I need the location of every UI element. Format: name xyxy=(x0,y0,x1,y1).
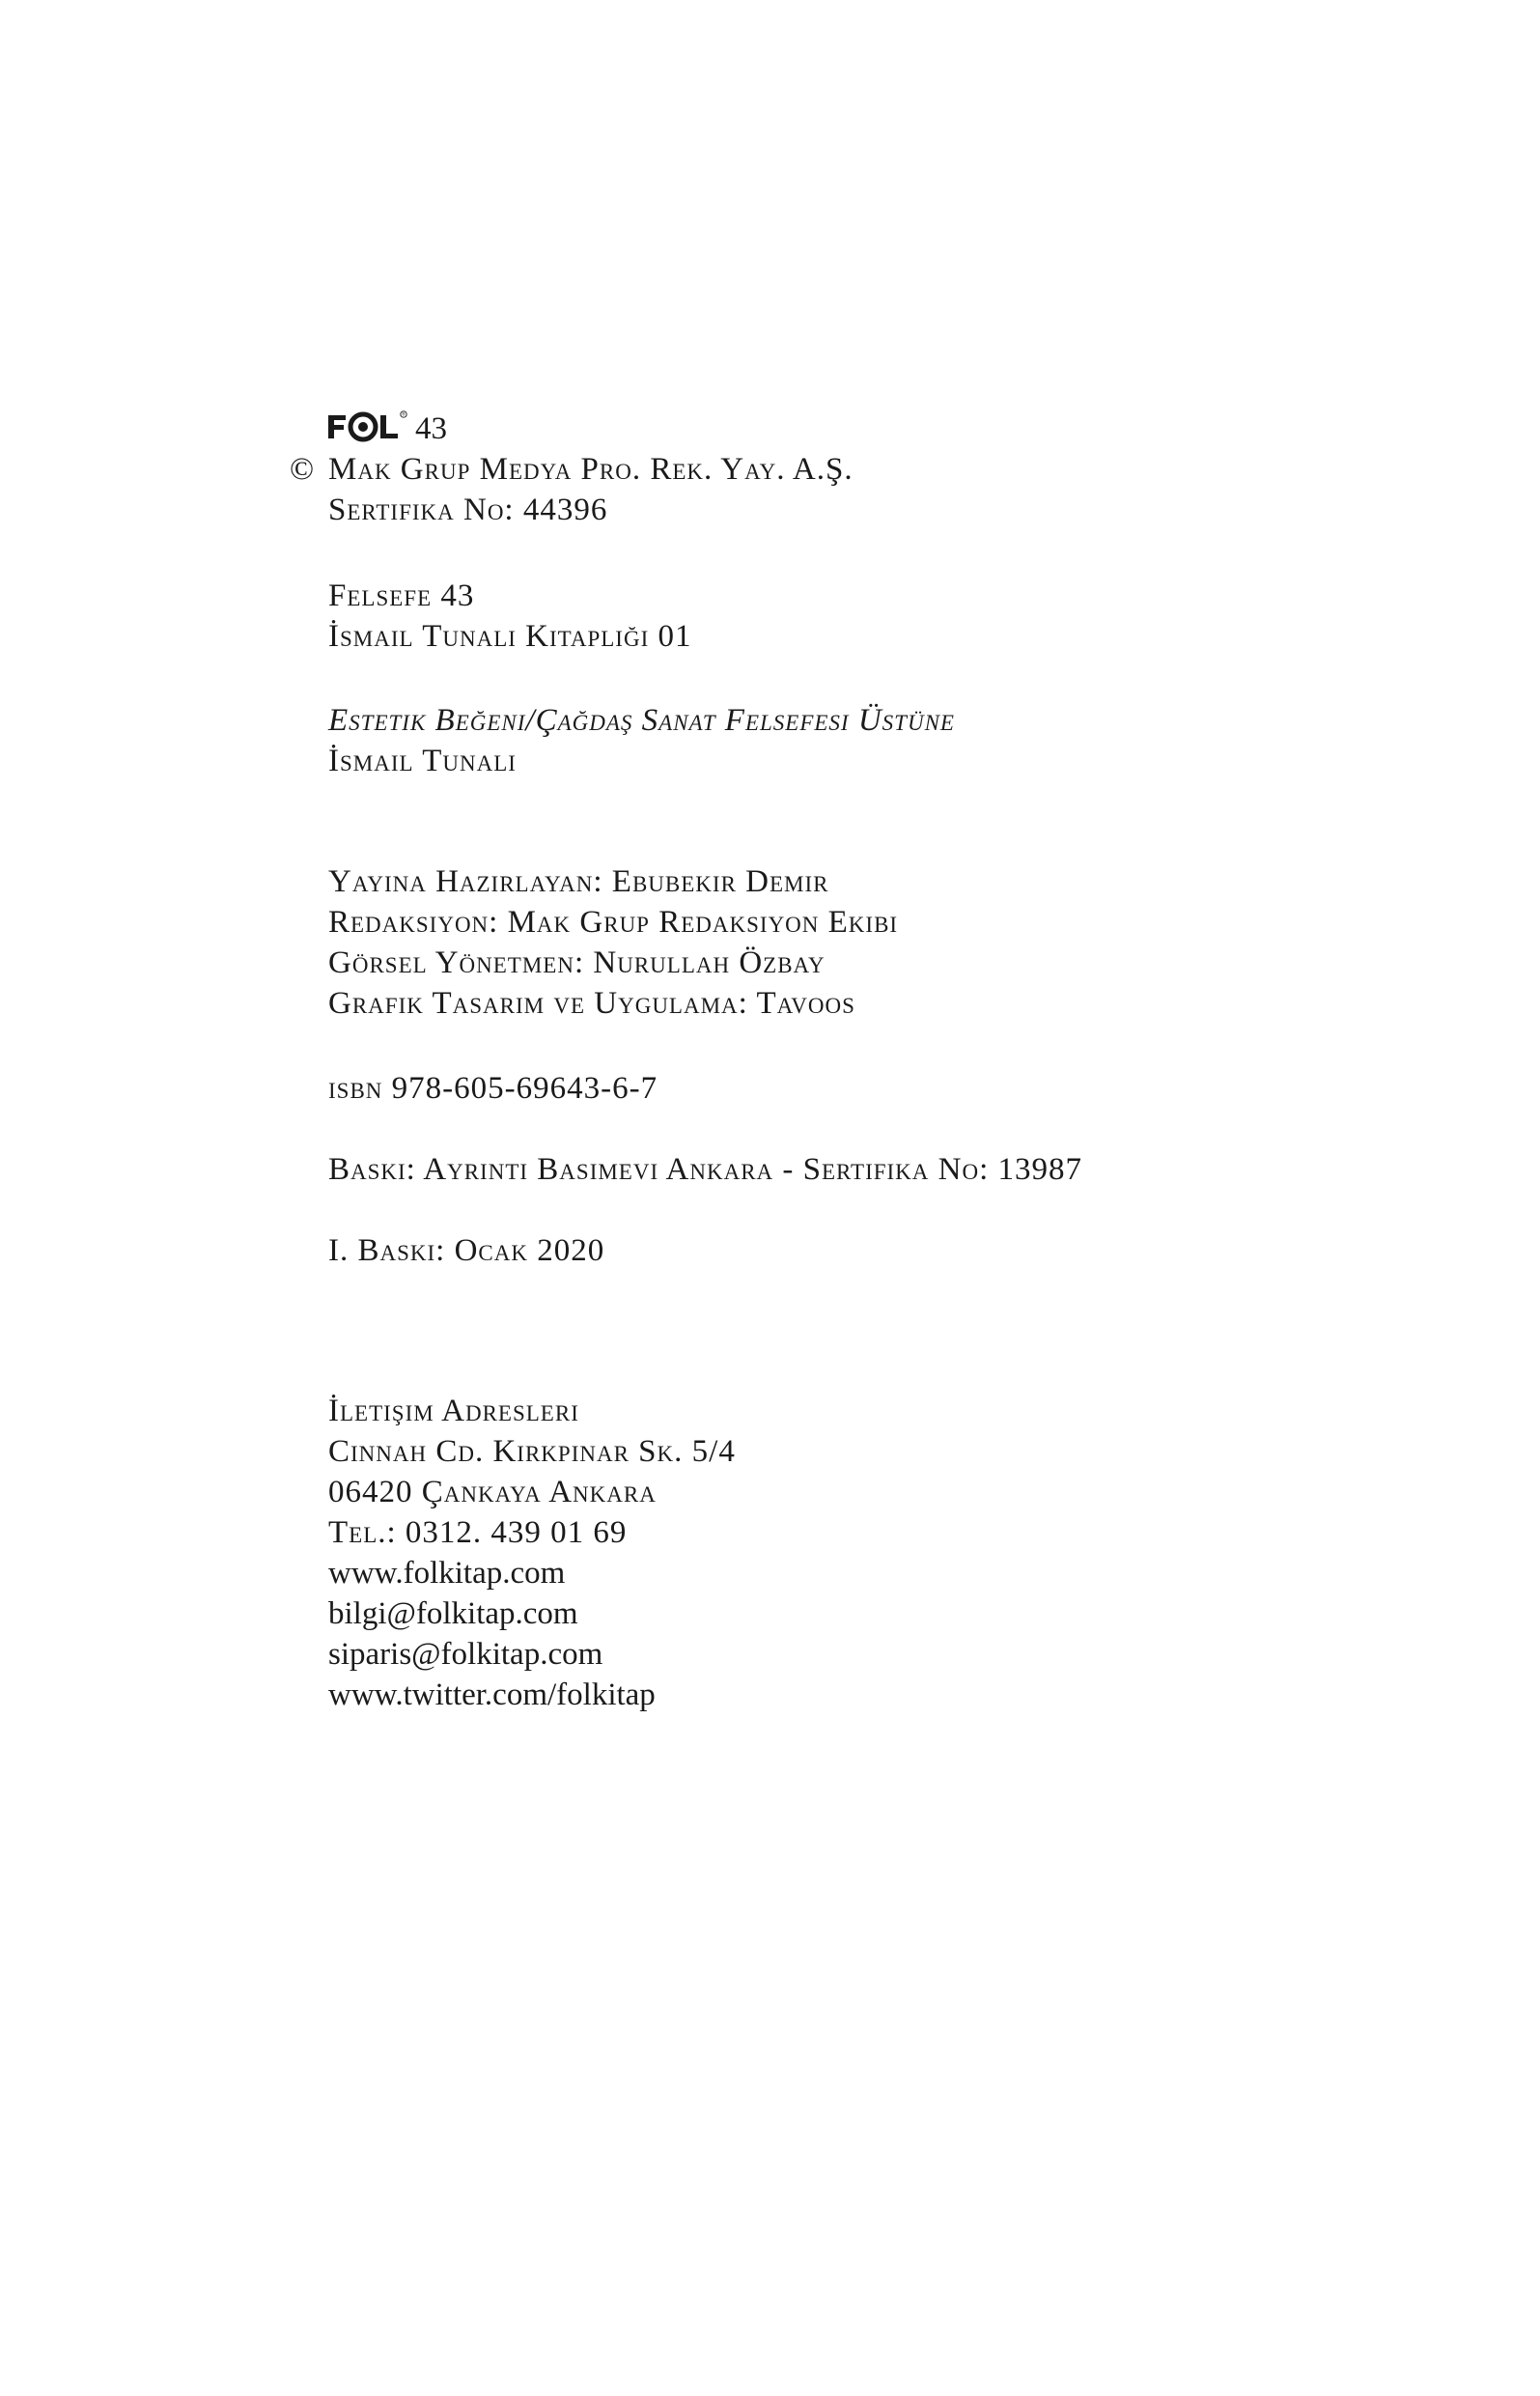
edition-block xyxy=(328,1230,604,1271)
contact-heading: İletişim Adresleri xyxy=(328,1394,579,1428)
edition-info: I. Baskı: Ocak 2020 xyxy=(328,1233,605,1268)
publisher-certificate: Sertifika No: 44396 xyxy=(328,493,608,527)
publisher-name: Mak Grup Medya Pro. Rek. Yay. A.Ş. xyxy=(328,452,854,487)
isbn: isbn 978-605-69643-6-7 xyxy=(328,1071,658,1106)
contact-website[interactable]: www.folkitap.com xyxy=(328,1556,566,1591)
book-block xyxy=(328,700,955,781)
registered-mark: ® xyxy=(401,412,406,418)
series-block xyxy=(328,576,691,657)
series-line-2: İsmail Tunalı Kitaplığı 01 xyxy=(328,619,692,654)
isbn-block xyxy=(328,1068,658,1109)
fol-logo-icon xyxy=(326,408,407,446)
series-number: 43 xyxy=(415,410,447,446)
contact-address-2: 06420 Çankaya Ankara xyxy=(328,1475,657,1509)
contact-block xyxy=(328,1391,736,1715)
credit-editor: Yayına Hazırlayan: Ebubekir Demir xyxy=(328,864,829,899)
credit-redaction: Redaksiyon: Mak Grup Redaksiyon Ekibi xyxy=(328,905,899,940)
contact-twitter[interactable]: www.twitter.com/folkitap xyxy=(328,1677,656,1712)
book-title: Estetik Beğeni/Çağdaş Sanat Felsefesi Üstüne xyxy=(328,703,955,738)
copyright-line xyxy=(290,449,854,490)
contact-phone: Tel.: 0312. 439 01 69 xyxy=(328,1515,628,1550)
publisher-logo-row xyxy=(326,404,447,450)
contact-email-orders[interactable]: siparis@folkitap.com xyxy=(328,1637,603,1672)
credit-graphic-design: Grafik Tasarım ve Uygulama: Tavoos xyxy=(328,986,855,1021)
copyright-symbol: © xyxy=(290,452,315,487)
series-line-1: Felsefe 43 xyxy=(328,578,475,613)
contact-address-1: Cinnah Cd. Kırkpınar Sk. 5/4 xyxy=(328,1434,736,1469)
printing-info: Baskı: Ayrıntı Basımevi Ankara - Sertifika No: 13987 xyxy=(328,1152,1083,1187)
credit-visual-director: Görsel Yönetmen: Nurullah Özbay xyxy=(328,945,826,980)
contact-email-info[interactable]: bilgi@folkitap.com xyxy=(328,1596,578,1631)
printing-block xyxy=(328,1149,1082,1190)
book-author: İsmail Tunalı xyxy=(328,744,517,778)
credits-block xyxy=(328,861,898,1024)
publisher-certificate-block xyxy=(328,490,607,530)
